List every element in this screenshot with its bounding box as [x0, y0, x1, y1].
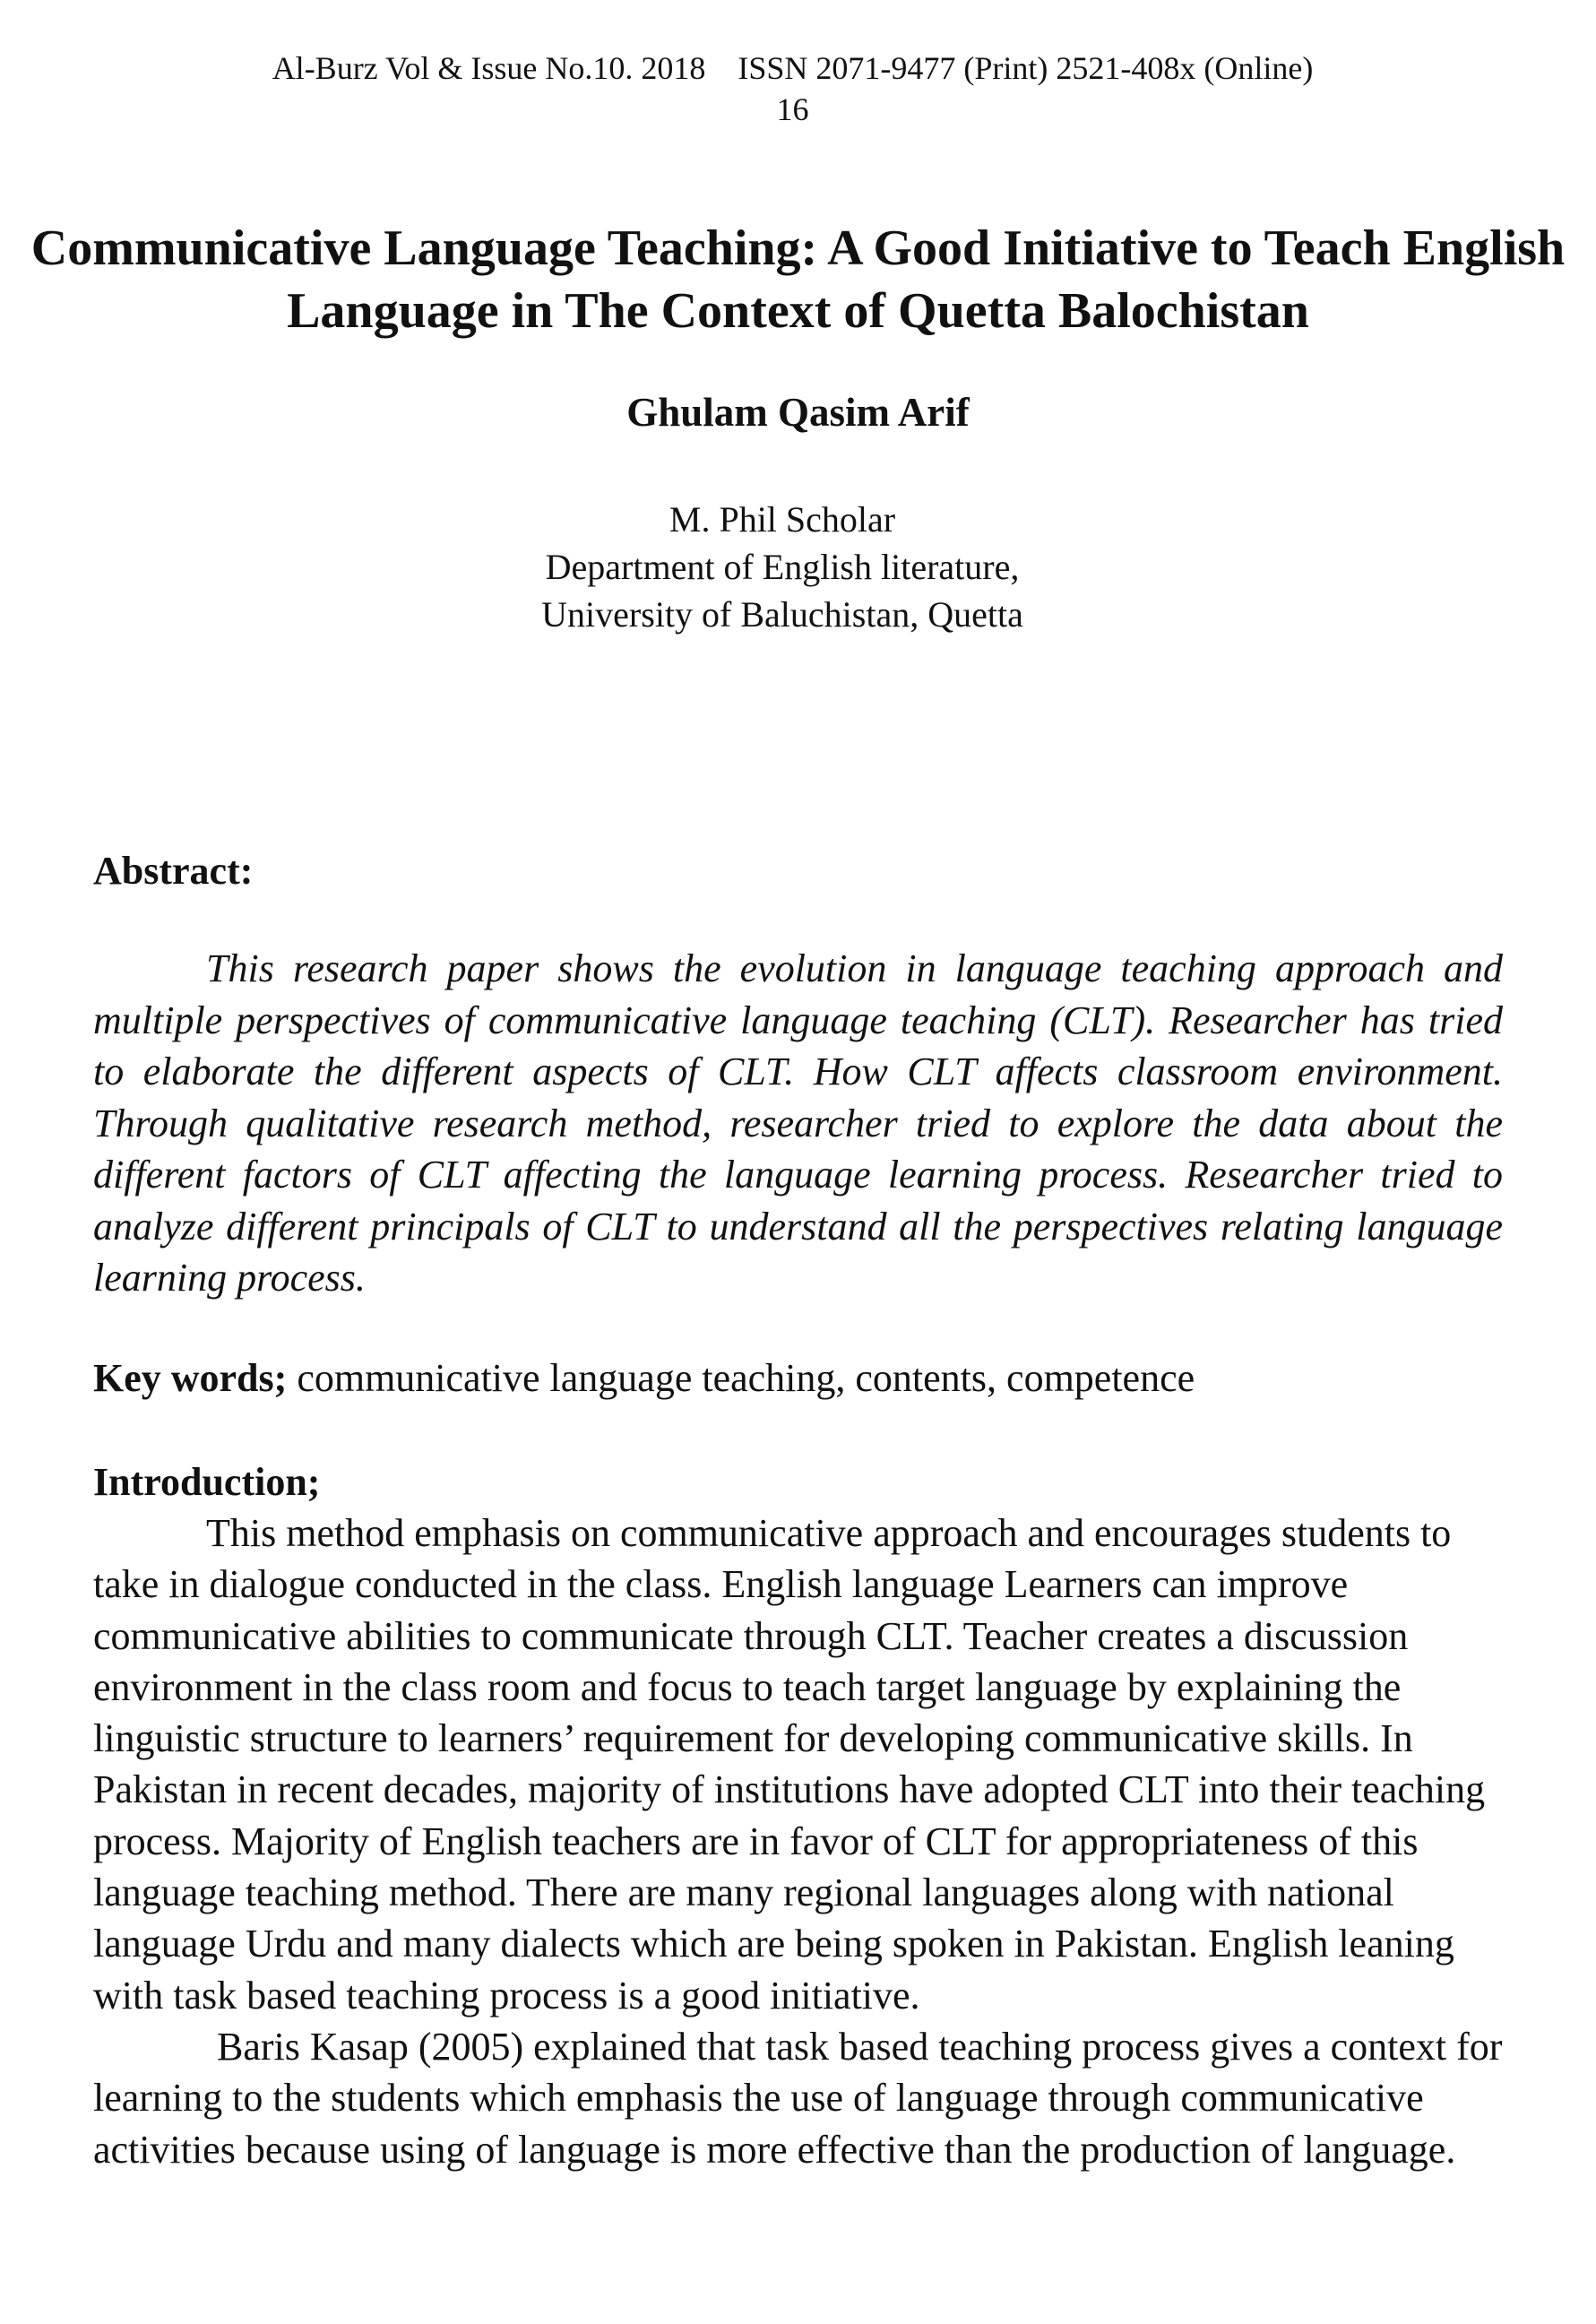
affiliation-line-department: Department of English literature,	[545, 547, 1020, 587]
paper-title: Communicative Language Teaching: A Good Initiative to Teach English Language in The Context of Quetta Balochistan	[30, 220, 1566, 339]
keywords-text: communicative language teaching, contents, competence	[287, 1356, 1195, 1400]
affiliation-line-university: University of Baluchistan, Quetta	[541, 594, 1023, 635]
introduction-paragraph: This method emphasis on communicative approach and encourages students to take in dialogue conducted in the class. English language Learners can improve communicative abilities to communicate through CLT. Teacher creates a discussion environment in the class room and focus to teach target language by explaining the linguistic structure to learners’ requirement for developing communicative skills. In Pakistan in recent decades, majority of institutions have adopted CLT into their teaching process. Majority of English teachers are in favor of CLT for appropriateness of this language teaching method. There are many regional languages along with national language Urdu and many dialects which are being spoken in Pakistan. English leaning with task based teaching process is a good initiative.	[93, 1511, 1486, 2017]
introduction-paragraph: Baris Kasap (2005) explained that task based teaching process gives a context for learning to the students which emphasis the use of language through communicative activities because using of language is more effective than the production of language.	[93, 2024, 1503, 2172]
keywords-line	[93, 1353, 1503, 1404]
running-header: Al-Burz Vol & Issue No.10. 2018 ISSN 2071-9477 (Print) 2521-408x (Online)	[272, 50, 1314, 86]
abstract-text: This research paper shows the evolution in language teaching approach and multiple perspectives of communicative language teaching (CLT). Researcher has tried to elaborate the different aspects of CLT. How CLT affects classroom environment. Through qualitative research method, researcher tried to explore the data about the different factors of CLT affecting the language learning process. Researcher tried to analyze different principals of CLT to understand all the perspectives relating language learning process.	[93, 946, 1503, 1300]
author-name: Ghulam Qasim Arif	[626, 390, 970, 435]
keywords-label: Key words;	[93, 1356, 288, 1400]
affiliation-line-position: M. Phil Scholar	[669, 499, 896, 540]
abstract-heading: Abstract:	[93, 849, 254, 893]
introduction-body	[93, 1508, 1503, 2175]
author-affiliation	[496, 496, 1069, 638]
page-number: 16	[776, 91, 809, 127]
introduction-heading: Introduction;	[93, 1460, 321, 1504]
